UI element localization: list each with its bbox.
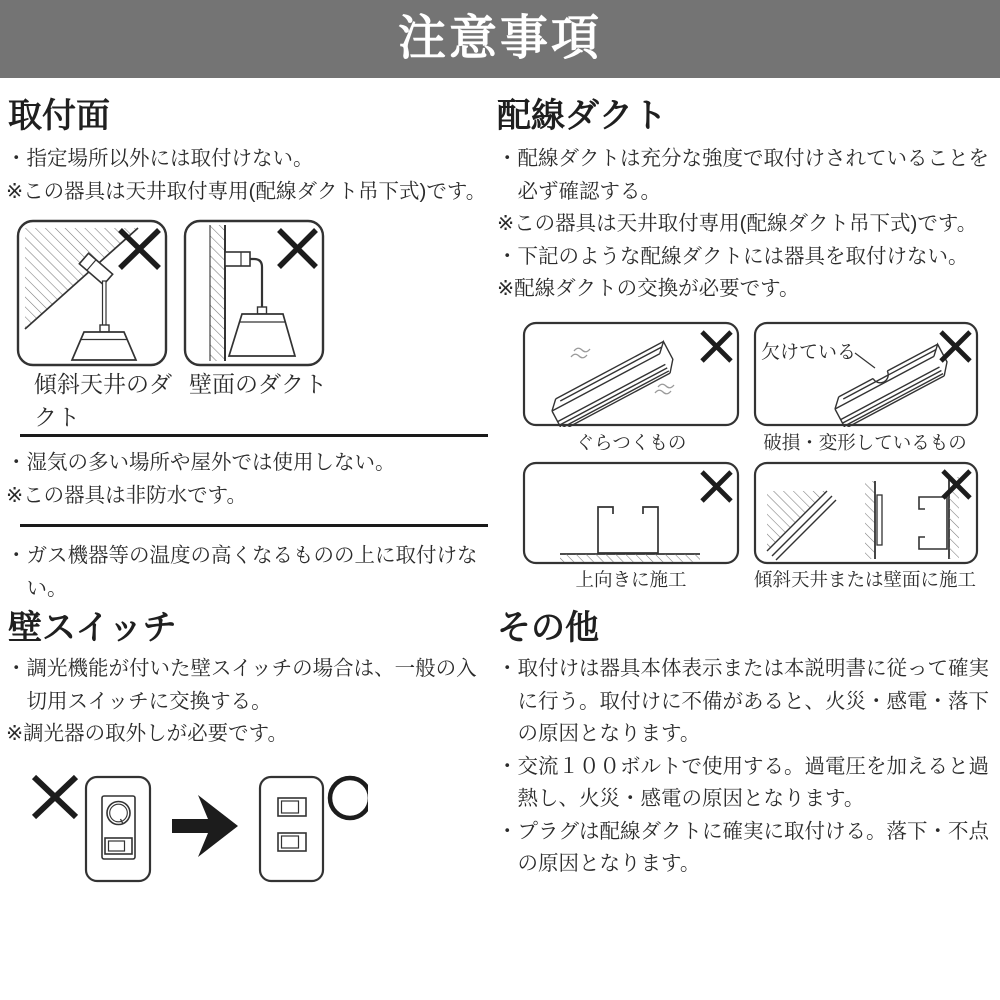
figure-caption: 破損・変形しているもの bbox=[763, 432, 967, 453]
figure-caption: 壁面のダクト bbox=[189, 371, 327, 397]
note: ※この器具は天井取付専用(配線ダクト吊下式)です。 bbox=[6, 179, 487, 203]
divider bbox=[20, 524, 488, 527]
ok-circle-icon bbox=[330, 778, 368, 818]
duct-plug bbox=[225, 252, 250, 266]
heat-bullets bbox=[6, 540, 492, 605]
figure-caption: 上向きに施工 bbox=[575, 569, 687, 590]
pendant-cord bbox=[103, 281, 107, 327]
bullet: ・湿気の多い場所や屋外では使用しない。 bbox=[6, 451, 396, 474]
moisture-bullets bbox=[6, 447, 494, 512]
figure-caption: 傾斜天井または壁面に施工 bbox=[753, 569, 976, 590]
bullet: ・プラグは配線ダクトに確実に取付ける。落下・不点の原因となります。 bbox=[497, 819, 989, 875]
section-heading-other: その他 bbox=[497, 609, 599, 647]
bullet: ・取付けは器具本体表示または本説明書に従って確実に行う。取付けに不備があると、火災・感電・落下の原因となります。 bbox=[497, 657, 989, 745]
section-heading-wall-switch: 壁スイッチ bbox=[8, 609, 177, 647]
ground-hatch bbox=[560, 554, 700, 562]
wiring-duct-bullets bbox=[497, 143, 989, 306]
wall-duct-figure bbox=[183, 219, 325, 367]
slanted-or-wall-install-figure bbox=[753, 461, 979, 565]
damaged-duct-figure bbox=[753, 321, 979, 427]
bullet: ・配線ダクトは充分な強度で取付けされていることを必ず確認する。 bbox=[497, 147, 989, 203]
wall-switch-bullets bbox=[6, 653, 484, 751]
figure-caption: ぐらつくもの bbox=[575, 432, 687, 453]
wobbly-duct-figure bbox=[522, 321, 740, 427]
bullet: ・下記のような配線ダクトには器具を取付けない。 bbox=[497, 244, 969, 268]
note: ※配線ダクトの交換が必要です。 bbox=[497, 277, 800, 300]
note: ※この器具は非防水です。 bbox=[6, 483, 248, 507]
page-header bbox=[0, 0, 1000, 78]
bullet: ・交流１００ボルトで使用する。過電圧を加えると過熱し、火災・感電の原因となります。 bbox=[497, 754, 989, 810]
wall-hatch bbox=[210, 225, 225, 361]
divider bbox=[20, 434, 488, 437]
switch-replacement-figure bbox=[12, 753, 368, 885]
ng-cross-icon bbox=[34, 777, 76, 817]
mounting-surface-bullets bbox=[6, 143, 494, 208]
figure-caption: 傾斜天井のダクト bbox=[34, 371, 172, 430]
bullet: ・ガス機器等の温度の高くなるものの上に取付けない。 bbox=[6, 544, 478, 600]
bullet: ・調光機能が付いた壁スイッチの場合は、一般の入切用スイッチに交換する。 bbox=[6, 657, 477, 713]
note: ※この器具は天井取付専用(配線ダクト吊下式)です。 bbox=[497, 212, 978, 235]
rocker-switch-plate bbox=[260, 777, 323, 881]
arrow-right-icon bbox=[172, 795, 238, 857]
section-heading-wiring-duct: 配線ダクト bbox=[497, 97, 667, 135]
page-title: 注意事項 bbox=[397, 12, 602, 65]
bullet: ・指定場所以外には取付けない。 bbox=[6, 147, 314, 170]
section-heading-mounting-surface: 取付面 bbox=[8, 97, 110, 135]
slanted-ceiling-duct-figure bbox=[16, 219, 168, 367]
chipped-label: 欠けている bbox=[761, 342, 857, 363]
lamp-shade bbox=[72, 332, 136, 360]
other-bullets bbox=[497, 653, 989, 881]
dimmer-switch-plate bbox=[86, 777, 150, 881]
upward-install-figure bbox=[522, 461, 740, 565]
note: ※調光器の取外しが必要です。 bbox=[6, 722, 289, 745]
